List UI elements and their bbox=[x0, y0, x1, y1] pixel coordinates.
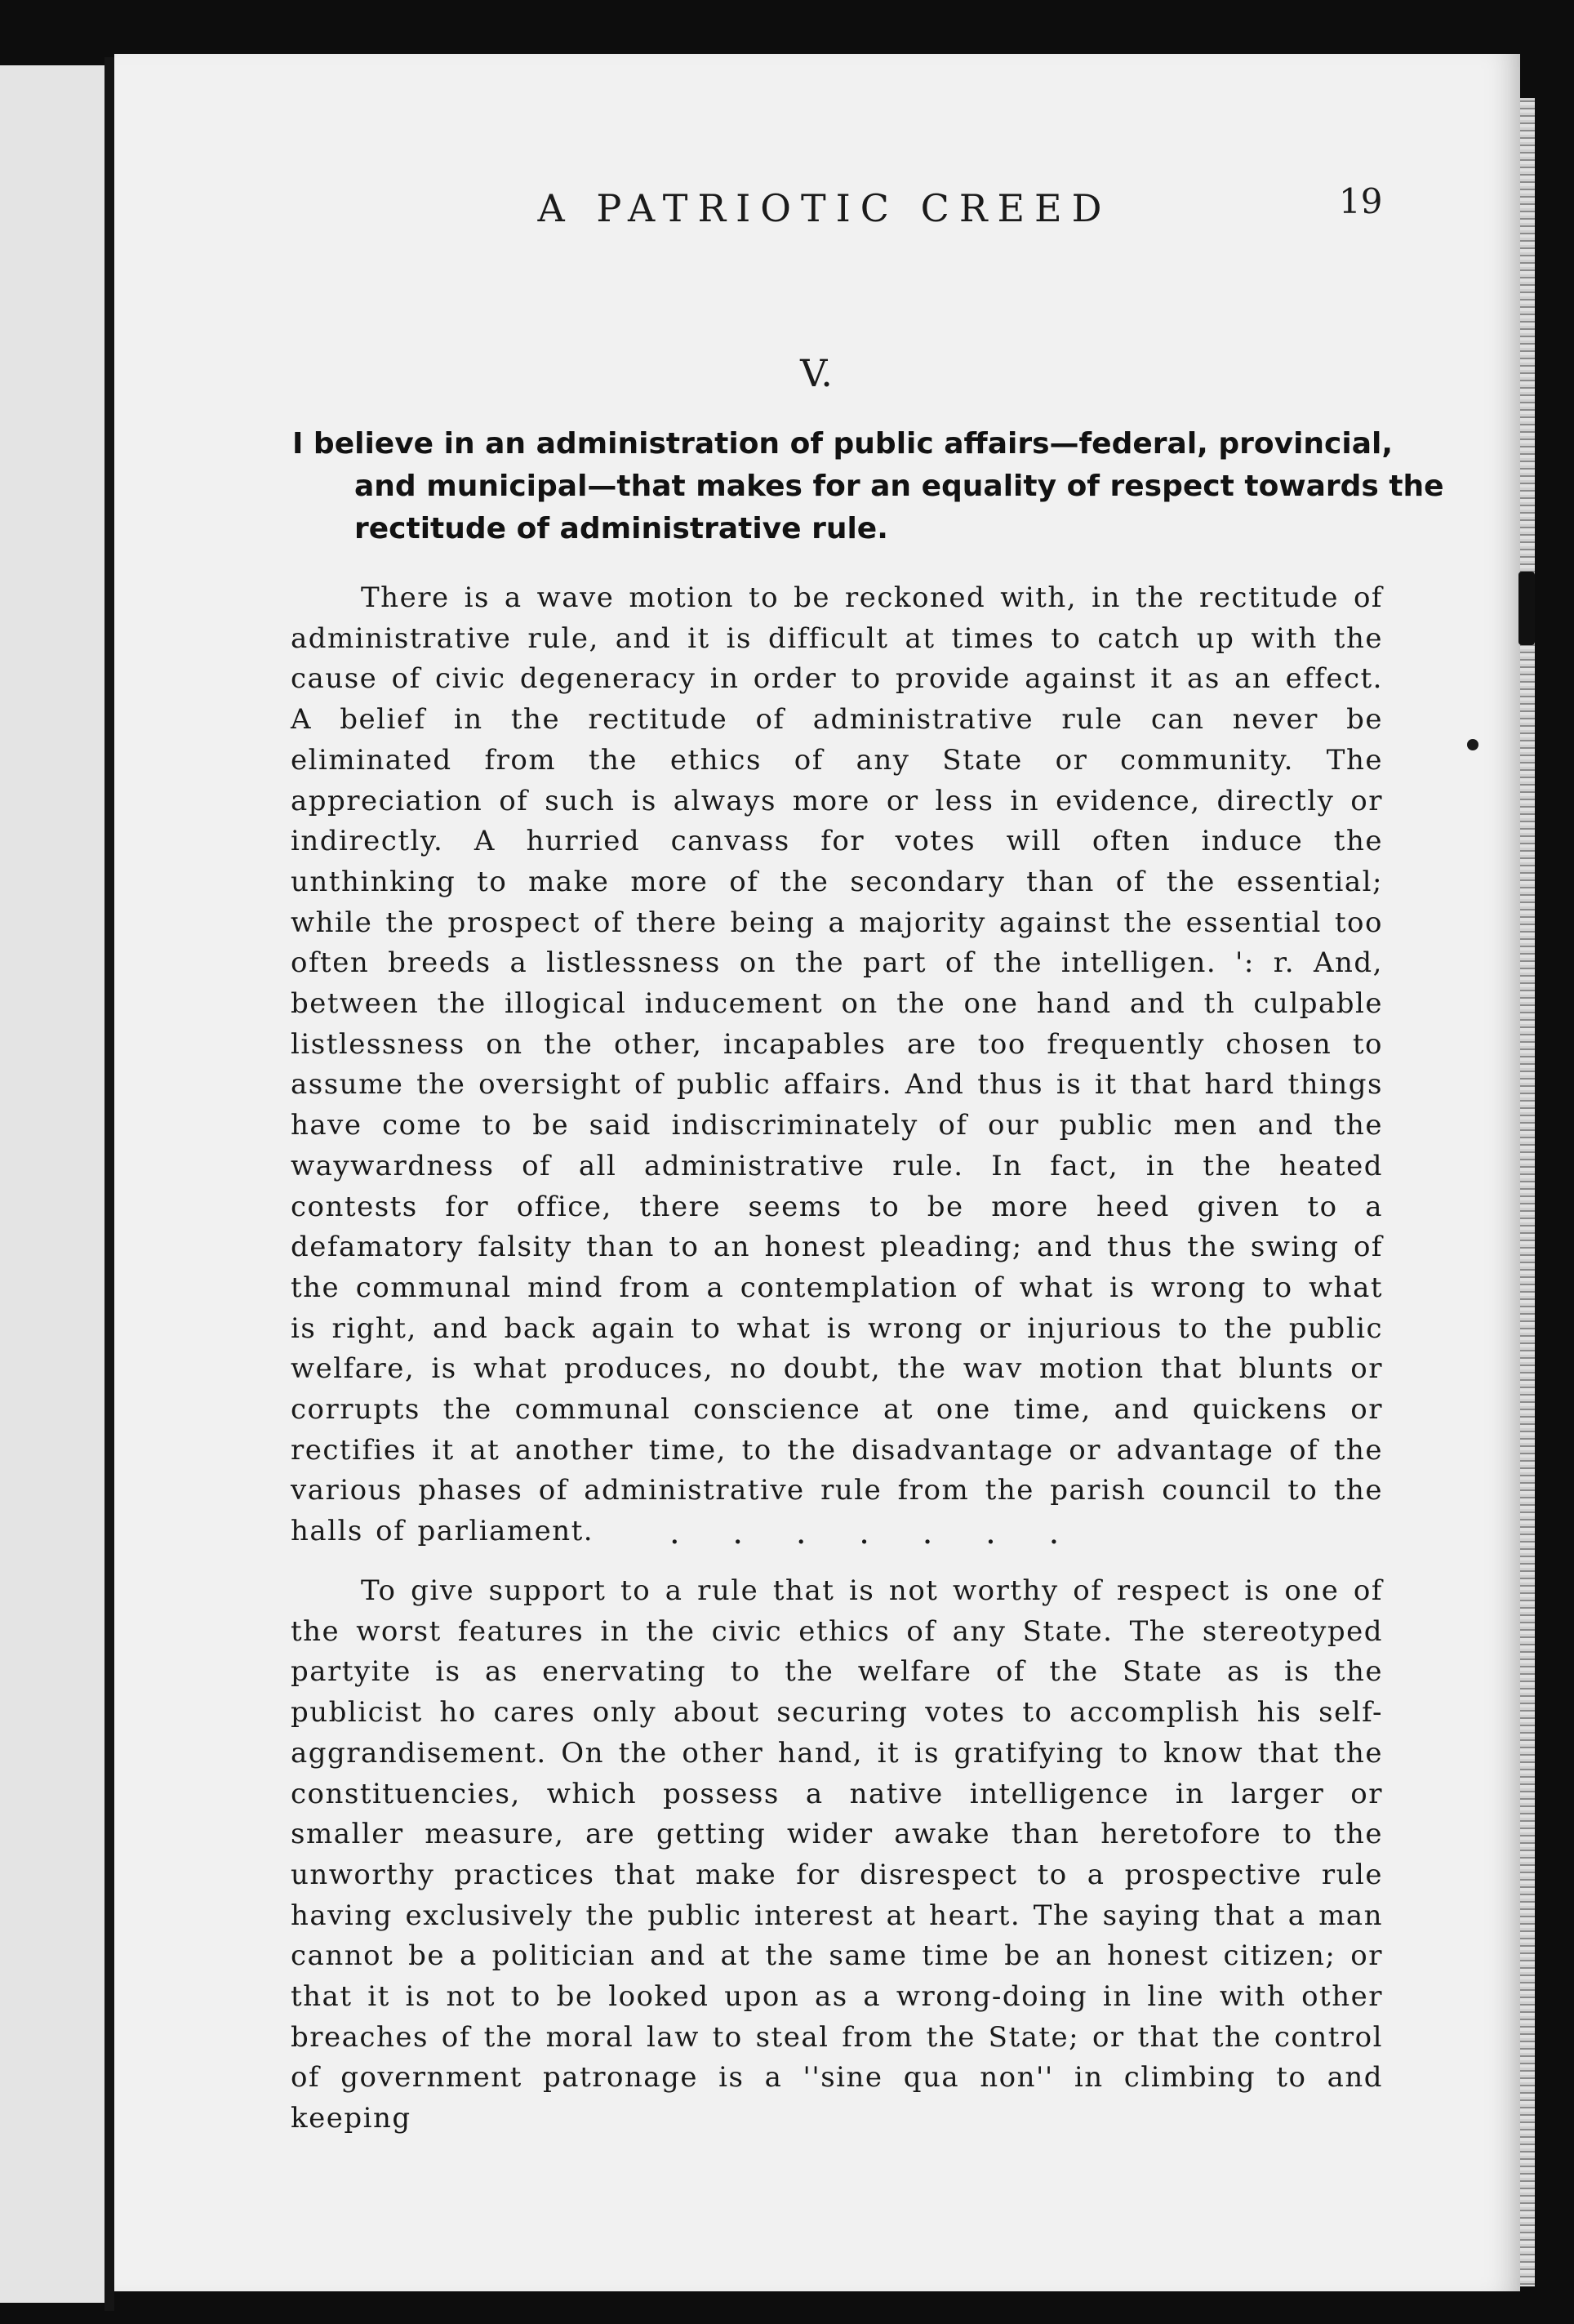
paragraph-text: There is a wave motion to be reckoned with, in the rectitude of administrative rule, and it is difficult at times to catch up with the cause of civic degeneracy in order to provide against it as an effect. A belief in the rectitude of administrative rule can never be eliminated from the ethics of any State or community. The appreciation of such is always more or less in evidence, directly or indirectly. A hurried canvass for votes will often induce the unthinking to make more of the secondary than of the essential; while the prospect of there being a majority against the essential too often breeds a listlessness on the part of the intelligen. ': r. And, between the illogical inducement on the one hand and th culpable listlessness on the other, incapables are too frequently chosen to assume the oversight of public affairs. And thus is it that hard things have come to be said indiscriminately of our public men and the waywardness of all administrative rule. In fact, in the heated contests for office, there seems to be more heed given to a defamatory falsity than to an honest pleading; and thus the swing of the communal mind from a contemplation of what is wrong to what is right, and back again to what is wrong or injurious to the public welfare, is what produces, no doubt, the wav motion that blunts or corrupts the communal conscience at one time, and quickens or rectifies it at another time, to the disadvantage or advantage of the various phases of administrative rule from the parish council to the halls of parliament. bbox=[291, 581, 1383, 1548]
body-paragraph-1 bbox=[291, 578, 1383, 1552]
creed-statement: I believe in an administration of public affairs—federal, provincial, and municipal—that makes for an equality of respect towards the rectitude of administrative rule. bbox=[292, 427, 1444, 545]
binding-gutter bbox=[104, 57, 114, 2311]
section-number: V. bbox=[800, 351, 833, 395]
running-head: A PATRIOTIC CREED bbox=[537, 186, 1112, 230]
paragraph-text: To give support to a rule that is not worthy of respect is one of the worst features in the civic ethics of any State. The stereotyped partyite is as enervating to the welfare of the State as is the publicist ho cares only about securing votes to accomplish his self-aggrandisement. On the other hand, it is gratifying to know that the constituencies, which possess a native intelligence in larger or smaller measure, are getting wider awake than heretofore to the unworthy practices that make for disrespect to a prospective rule having exclusively the public interest at heart. The saying that a man cannot be a politician and at the same time be an honest citizen; or that it is not to be looked upon as a wrong-doing in line with other breaches of the moral law to steal from the State; or that the control of government patronage is a ''sine qua non'' in climbing to and keeping bbox=[291, 1574, 1383, 2135]
margin-dot bbox=[1467, 739, 1478, 750]
page-edge-fray bbox=[1520, 98, 1535, 2286]
section-separator: · · · · · · · bbox=[669, 1524, 1081, 1561]
facing-page-edge bbox=[0, 65, 104, 2303]
page-number: 19 bbox=[1339, 181, 1383, 221]
page-edge-mark bbox=[1518, 572, 1535, 645]
body-paragraph-2 bbox=[291, 1571, 1383, 2139]
